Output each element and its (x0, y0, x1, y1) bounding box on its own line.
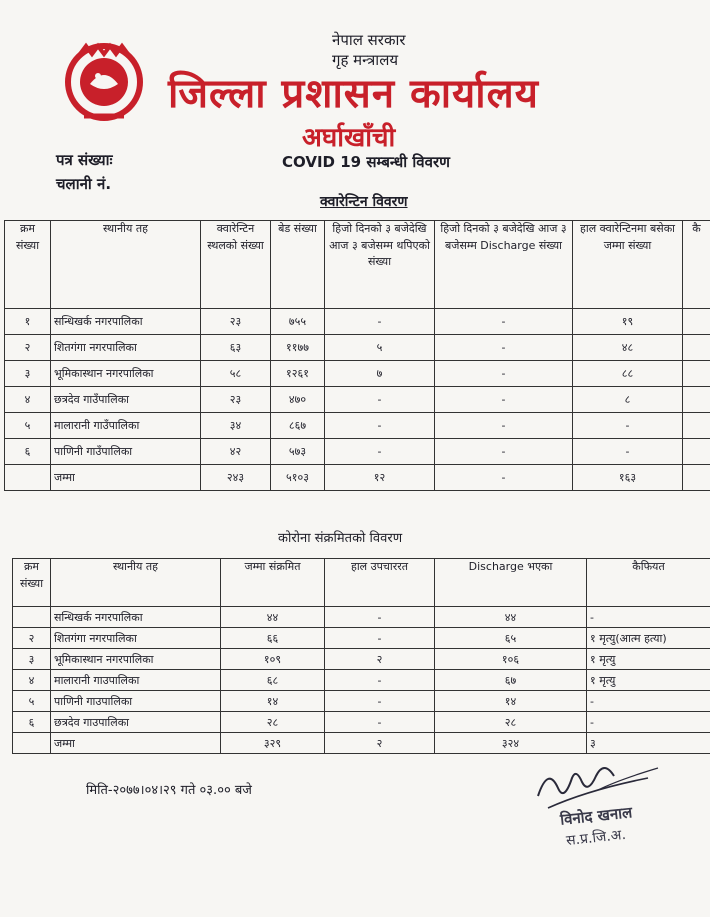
quarantine-section-title: क्वारेन्टिन विवरण (320, 194, 408, 210)
remarks-cell (683, 439, 710, 465)
local-level-cell: पाणिनी गाउपालिका (51, 691, 221, 712)
value-cell: ३४ (201, 413, 271, 439)
column-header: हिजो दिनको ३ बजेदेखि आज ३ बजेसम्म Discharge संख्या (435, 221, 573, 309)
value-cell: २३ (201, 387, 271, 413)
value-cell: - (435, 361, 573, 387)
table-row (13, 712, 710, 733)
value-cell: - (573, 413, 683, 439)
serial-cell: ५ (5, 413, 51, 439)
remarks-cell: १ मृत्यु(आत्म हत्या) (587, 628, 710, 649)
infected-section-title: कोरोना संक्रमितको विवरण (278, 531, 403, 546)
value-cell: ६५ (435, 628, 587, 649)
table-row (13, 691, 710, 712)
district-name: अर्घाखाँची (302, 123, 396, 153)
remarks-cell (683, 335, 710, 361)
value-cell: ६८ (221, 670, 325, 691)
remarks-cell (683, 413, 710, 439)
remarks-cell: - (587, 712, 710, 733)
letter-number-label: पत्र संख्याः (56, 151, 113, 169)
local-level-cell: छत्रदेव गाउपालिका (51, 712, 221, 733)
value-cell: ४४ (221, 607, 325, 628)
value-cell: - (325, 628, 435, 649)
value-cell: २ (325, 733, 435, 754)
value-cell: २८ (435, 712, 587, 733)
value-cell: २३ (201, 309, 271, 335)
table-row (5, 387, 710, 413)
column-header: हाल क्वारेन्टिनमा बसेका जम्मा संख्या (573, 221, 683, 309)
value-cell: - (435, 413, 573, 439)
value-cell: १०९ (221, 649, 325, 670)
value-cell: - (325, 387, 435, 413)
column-header: कै (683, 221, 710, 309)
remarks-cell: १ मृत्यु (587, 649, 710, 670)
value-cell: २ (325, 649, 435, 670)
value-cell: ८८ (573, 361, 683, 387)
table-row (13, 607, 710, 628)
column-header: स्थानीय तह (51, 221, 201, 309)
serial-cell: २ (13, 628, 51, 649)
value-cell: ५१०३ (271, 465, 325, 491)
value-cell: ३२९ (221, 733, 325, 754)
local-level-cell: मालारानी गाउँपालिका (51, 413, 201, 439)
value-cell: ६३ (201, 335, 271, 361)
serial-cell (5, 465, 51, 491)
value-cell: - (325, 413, 435, 439)
table-row (13, 628, 710, 649)
government-line: नेपाल सरकार (332, 31, 406, 49)
column-header: क्रम संख्या (13, 559, 51, 607)
value-cell: १०६ (435, 649, 587, 670)
column-header: स्थानीय तह (51, 559, 221, 607)
local-level-cell: भूमिकास्थान नगरपालिका (51, 649, 221, 670)
value-cell: ८६७ (271, 413, 325, 439)
value-cell: - (325, 309, 435, 335)
value-cell: १६३ (573, 465, 683, 491)
remarks-cell: ३ (587, 733, 710, 754)
serial-cell: ५ (13, 691, 51, 712)
value-cell: - (325, 607, 435, 628)
value-cell: - (435, 309, 573, 335)
remarks-cell (683, 309, 710, 335)
local-level-cell: मालारानी गाउपालिका (51, 670, 221, 691)
value-cell: ८ (573, 387, 683, 413)
column-header: क्रम संख्या (5, 221, 51, 309)
value-cell: २८ (221, 712, 325, 733)
report-date: मिति-२०७७।०४।२९ गते ०३.०० बजे (86, 783, 252, 798)
value-cell: ३२४ (435, 733, 587, 754)
serial-cell: १ (5, 309, 51, 335)
local-level-cell: सन्धिखर्क नगरपालिका (51, 309, 201, 335)
column-header: बेड संख्या (271, 221, 325, 309)
value-cell: १४ (221, 691, 325, 712)
table-row (5, 439, 710, 465)
total-label-cell: जम्मा (51, 733, 221, 754)
dispatch-number-label: चलानी नं. (56, 175, 112, 193)
local-level-cell: छत्रदेव गाउँपालिका (51, 387, 201, 413)
value-cell: १२६१ (271, 361, 325, 387)
value-cell: - (435, 465, 573, 491)
serial-cell: ४ (13, 670, 51, 691)
value-cell: ५८ (201, 361, 271, 387)
remarks-cell (683, 465, 710, 491)
value-cell: - (325, 691, 435, 712)
value-cell: - (325, 670, 435, 691)
table-row (5, 309, 710, 335)
serial-cell: ६ (5, 439, 51, 465)
value-cell: - (435, 335, 573, 361)
table-row (5, 335, 710, 361)
remarks-cell: १ मृत्यु (587, 670, 710, 691)
value-cell: ६६ (221, 628, 325, 649)
column-header: हिजो दिनको ३ बजेदेखि आज ३ बजेसम्म थपिएको संख्या (325, 221, 435, 309)
column-header: जम्मा संक्रमित (221, 559, 325, 607)
value-cell: १४ (435, 691, 587, 712)
column-header: क्वारेन्टिन स्थलको संख्या (201, 221, 271, 309)
value-cell: - (325, 439, 435, 465)
remarks-cell: - (587, 691, 710, 712)
serial-cell: २ (5, 335, 51, 361)
serial-cell: ६ (13, 712, 51, 733)
value-cell: ४७० (271, 387, 325, 413)
value-cell: ७ (325, 361, 435, 387)
value-cell: ५७३ (271, 439, 325, 465)
total-row (13, 733, 710, 754)
local-level-cell: पाणिनी गाउँपालिका (51, 439, 201, 465)
document-subject: COVID 19 सम्बन्धी विवरण (282, 153, 450, 171)
value-cell: ५ (325, 335, 435, 361)
value-cell: ४४ (435, 607, 587, 628)
local-level-cell: शितगंगा नगरपालिका (51, 628, 221, 649)
value-cell: ११७७ (271, 335, 325, 361)
table-row (13, 649, 710, 670)
value-cell: २४३ (201, 465, 271, 491)
government-emblem-icon (60, 36, 148, 124)
ministry-line: गृह मन्त्रालय (332, 51, 399, 69)
table-header-row (5, 221, 710, 309)
value-cell: ७५५ (271, 309, 325, 335)
column-header: Discharge भएका (435, 559, 587, 607)
value-cell: ४८ (573, 335, 683, 361)
value-cell: ६७ (435, 670, 587, 691)
value-cell: - (435, 387, 573, 413)
serial-cell: ३ (13, 649, 51, 670)
quarantine-table (4, 220, 710, 491)
signer-title: स.प्र.जि.अ. (565, 826, 627, 850)
value-cell: - (435, 439, 573, 465)
remarks-cell (683, 361, 710, 387)
remarks-cell (683, 387, 710, 413)
serial-cell (13, 733, 51, 754)
column-header: कैफियत (587, 559, 710, 607)
total-label-cell: जम्मा (51, 465, 201, 491)
serial-cell: ४ (5, 387, 51, 413)
local-level-cell: सन्धिखर्क नगरपालिका (51, 607, 221, 628)
table-header-row (13, 559, 710, 607)
table-row (5, 361, 710, 387)
infected-table (12, 558, 710, 754)
remarks-cell: - (587, 607, 710, 628)
value-cell: - (573, 439, 683, 465)
value-cell: १२ (325, 465, 435, 491)
value-cell: - (325, 712, 435, 733)
signer-name: विनोद खनाल (559, 803, 634, 829)
office-title: जिल्ला प्रशासन कार्यालय (168, 71, 539, 117)
column-header: हाल उपचाररत (325, 559, 435, 607)
value-cell: ४२ (201, 439, 271, 465)
value-cell: १९ (573, 309, 683, 335)
table-row (13, 670, 710, 691)
serial-cell: ३ (5, 361, 51, 387)
table-row (5, 413, 710, 439)
local-level-cell: भूमिकास्थान नगरपालिका (51, 361, 201, 387)
total-row (5, 465, 710, 491)
serial-cell (13, 607, 51, 628)
local-level-cell: शितगंगा नगरपालिका (51, 335, 201, 361)
